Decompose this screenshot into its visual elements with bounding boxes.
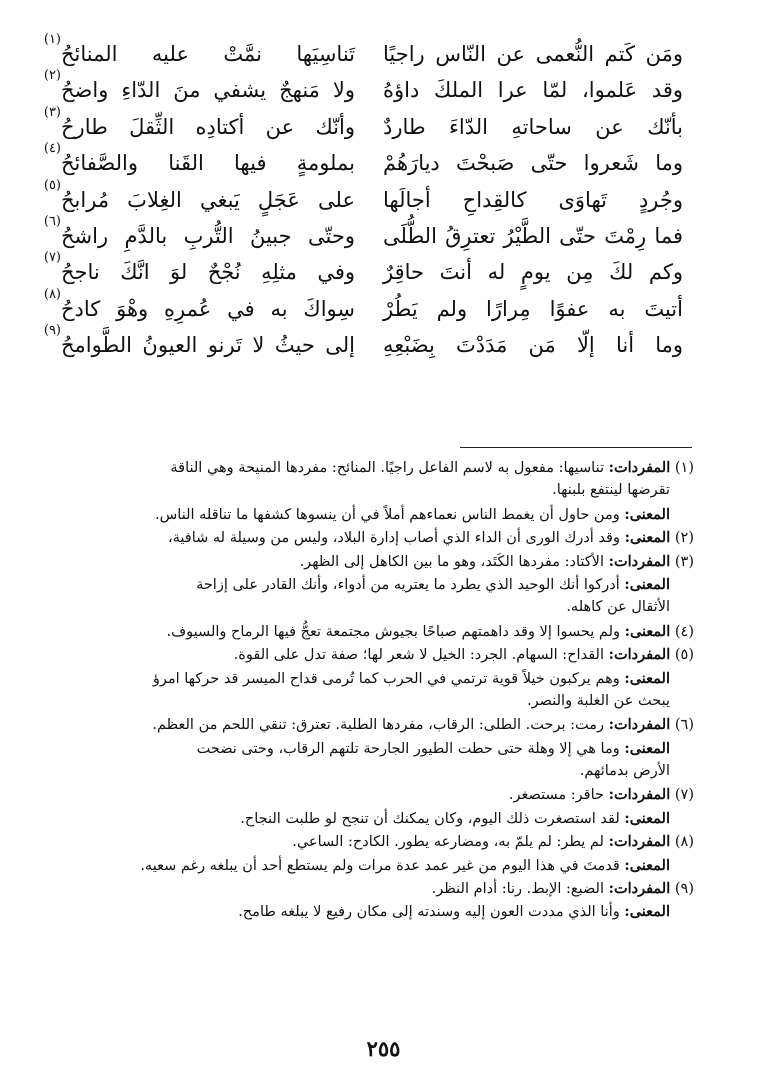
footnote-text: يبحث عن الغلبة والنصر.: [527, 692, 670, 709]
footnote-label: المعنى:: [624, 739, 670, 757]
footnote-line: [60, 550, 694, 573]
verse-second-hemistich: بملومةٍ فيها القَنا والصَّفائحُ: [61, 151, 355, 176]
footnote-text: لم يطر: لم يلمّ به، ومضارعه يطور. الكادح: الساعي.: [292, 834, 604, 851]
verse-line: [0, 177, 767, 218]
footnote-line: [60, 596, 694, 619]
footnote-number: (١): [674, 460, 694, 476]
footnotes: [60, 456, 694, 924]
footnote-marker: (٣): [43, 104, 61, 120]
verse-first-hemistich: فما رِمْتَ حتّى الطَّيْرُ تعترِقُ الطُّلَى: [383, 223, 683, 248]
verse-second-hemistich: على عَجَلٍ يَبغي الغِلابَ مُرابحُ: [61, 187, 355, 212]
footnote-line: [60, 760, 694, 783]
footnote-text: تقرضها لينتفع بلبنها.: [552, 482, 670, 499]
verse-second-hemistich: وفي مثلِهِ نُجْحٌ لوَ انَّكَ ناجحُ: [61, 260, 355, 285]
verse-second-hemistich: تَناسِيَها نمَّتْ عليه المنائحُ: [61, 42, 355, 66]
verse-line: [0, 141, 767, 181]
footnote-line: [60, 643, 694, 666]
verse-first-hemistich: وقد عَلموا، لمّا عرا الملكَ داؤهُ: [383, 78, 683, 103]
footnote-line: [60, 667, 694, 690]
verse-first-hemistich: وما أنا إلّا مَن مَدَدْتَ بِضَبْعِهِ: [383, 333, 683, 358]
footnote-line: [60, 854, 694, 877]
footnote-line: [60, 783, 694, 806]
footnote-line: [60, 620, 694, 643]
footnote-label: المعنى:: [624, 575, 670, 593]
verse-first-hemistich: وكم لكَ مِن يومٍ له أنتَ حاقِرٌ: [383, 260, 683, 285]
footnote-text: الضبع: الإبط. رنا: أدام النظر.: [431, 881, 604, 898]
footnote-number: (٤): [674, 623, 694, 640]
footnote-marker: (٧): [43, 250, 61, 266]
footnote-line: [60, 877, 694, 900]
footnote-line: [60, 456, 694, 479]
footnote-marker: (٩): [43, 323, 61, 339]
footnote-label: المفردات:: [608, 880, 671, 898]
verse-first-hemistich: وجُردٍ تَهاوَى كالقِداحِ أجالَها: [383, 187, 683, 212]
verse-second-hemistich: وأنّك عن أكتادِه الثِّقلَ طارحُ: [61, 114, 355, 139]
footnote-line: [60, 737, 694, 760]
footnote-text: ومن حاول أن يغمط الناس نعماءهم أملاً في أن ينسوها كشفها ما تناقله الناس.: [154, 506, 620, 523]
footnote-number: (٨): [674, 834, 694, 851]
verse-second-hemistich: ولا مَنهجٌ يشفي منَ الدّاءِ واضحُ: [61, 78, 355, 103]
footnote-label: المفردات:: [608, 552, 671, 570]
verse-first-hemistich: ومَن كَتم النُّعمى عن النّاس راجيًا: [383, 42, 683, 66]
verse-second-hemistich: وحتّى جبينُ التُّربِ بالدَّمِ راشحُ: [61, 223, 355, 248]
verse-line: [0, 213, 767, 254]
page-number: ٢٥٥: [366, 1036, 401, 1061]
verse-line: [0, 104, 767, 145]
footnote-marker: (٦): [43, 213, 61, 229]
verse-line: [0, 286, 767, 327]
verse-first-hemistich: بأنّك عن ساحاتهِ الدّاءَ طاردٌ: [383, 114, 683, 139]
footnote-label: المعنى:: [624, 505, 670, 523]
footnote-number: (٢): [674, 530, 694, 547]
footnote-label: المفردات:: [608, 786, 671, 804]
footnote-number: (٥): [674, 647, 694, 664]
footnote-marker: (٤): [43, 141, 61, 157]
footnote-number: (٦): [674, 717, 694, 734]
poem-verses: [0, 32, 767, 364]
footnote-line: [60, 573, 694, 596]
footnote-text: الأكتاد: مفردها الكَتَد، وهو ما بين الكاهل إلى الظهر.: [299, 553, 604, 570]
footnote-text: حاقر: مستصغر.: [508, 787, 604, 804]
footnote-text: وما هي إلا وهلة حتى حطت الطيور الجارحة تلتهم الرقاب، وحتى نضحت: [196, 740, 620, 757]
verse-line: [0, 250, 767, 290]
verse-first-hemistich: وما شَعروا حتّى صَبحْتَ ديارَهُمْ: [383, 151, 683, 176]
footnote-number: (٣): [674, 553, 694, 570]
footnote-label: المعنى:: [624, 903, 670, 921]
footnote-label: المفردات:: [608, 646, 671, 664]
verse-first-hemistich: أتيتَ به عفوًا مِرارًا ولم يَطُرْ: [383, 296, 683, 321]
footnote-text: لقد استصغرت ذلك اليوم، وكان يمكنك أن تنجح لو طلبت النجاح.: [240, 810, 620, 827]
footnote-line: [60, 526, 694, 549]
footnote-marker: (٢): [43, 68, 61, 84]
footnote-label: المفردات:: [608, 716, 671, 734]
footnote-text: ولم يحسوا إلا وقد داهمتهم صباحًا بجيوش مجتمعة تعجُّ فيها الرماح والسيوف.: [166, 623, 620, 640]
footnote-text: وأنا الذي مددت العون إليه وسندته إلى مكان رفيع لا يبلغه طامح.: [238, 904, 620, 921]
footnote-marker: (٥): [43, 177, 61, 193]
footnote-number: (٧): [674, 787, 694, 804]
footnote-label: المعنى:: [624, 622, 671, 640]
footnote-label: المفردات:: [608, 459, 671, 476]
footnote-text: الأرض بدمائهم.: [579, 763, 670, 780]
verse-line: [0, 32, 767, 72]
footnote-marker: (٨): [43, 286, 61, 302]
footnote-line: [60, 690, 694, 713]
footnote-marker: (١): [43, 32, 61, 47]
footnote-line: [60, 479, 694, 502]
footnote-label: المعنى:: [624, 669, 670, 687]
verse-line: [0, 68, 767, 108]
footnote-label: المفردات:: [608, 833, 671, 851]
footnote-text: تناسيها: مفعول به لاسم الفاعل راجيًا. المنائح: مفردها المنيحة وهي الناقة: [170, 460, 604, 476]
footnote-label: المعنى:: [624, 809, 670, 827]
footnote-line: [60, 830, 694, 853]
footnote-line: [60, 807, 694, 830]
verse-second-hemistich: إلى حيثُ لا تَرنو العيونُ الطَّوامحُ: [61, 333, 355, 358]
footnote-text: الأثقال عن كاهله.: [566, 599, 670, 616]
verse-line: [0, 323, 767, 363]
verse-second-hemistich: سِواكَ به في عُمرِهِ وهْوَ كادحُ: [61, 296, 355, 321]
footnote-label: المعنى:: [624, 856, 670, 874]
footnote-text: القداح: السهام. الجرد: الخيل لا شعر لها؛ صفة تدل على القوة.: [233, 647, 604, 664]
footnote-line: [60, 503, 694, 526]
footnote-text: قدمتَ في هذا اليوم من غير عمد عدة مرات ولم يستطع أحد أن يبلغه رغم سعيه.: [140, 857, 620, 874]
footnote-text: وهم يركبون خيلاً قوية ترتمي في الحرب كما تُرمى قداح الميسر قد حركها امرؤ: [152, 670, 620, 687]
footnote-line: [60, 713, 694, 736]
footnote-text: أدركوا أنك الوحيد الذي يطرد ما يعتريه من أدواء، وأنك القادر على إزاحة: [196, 576, 620, 593]
footnote-text: رمت: برحت. الطلى: الرقاب، مفردها الطلية. تعترق: تنقي اللحم من العظم.: [152, 717, 604, 734]
footnote-label: المعنى:: [624, 529, 671, 547]
footnote-line: [60, 900, 694, 923]
footnote-text: وقد أدرك الورى أن الداء الذي أصاب إدارة البلاد، وليس من وسيلة له شافية،: [167, 530, 620, 547]
footnote-number: (٩): [674, 881, 694, 898]
footnote-separator: [460, 447, 692, 448]
